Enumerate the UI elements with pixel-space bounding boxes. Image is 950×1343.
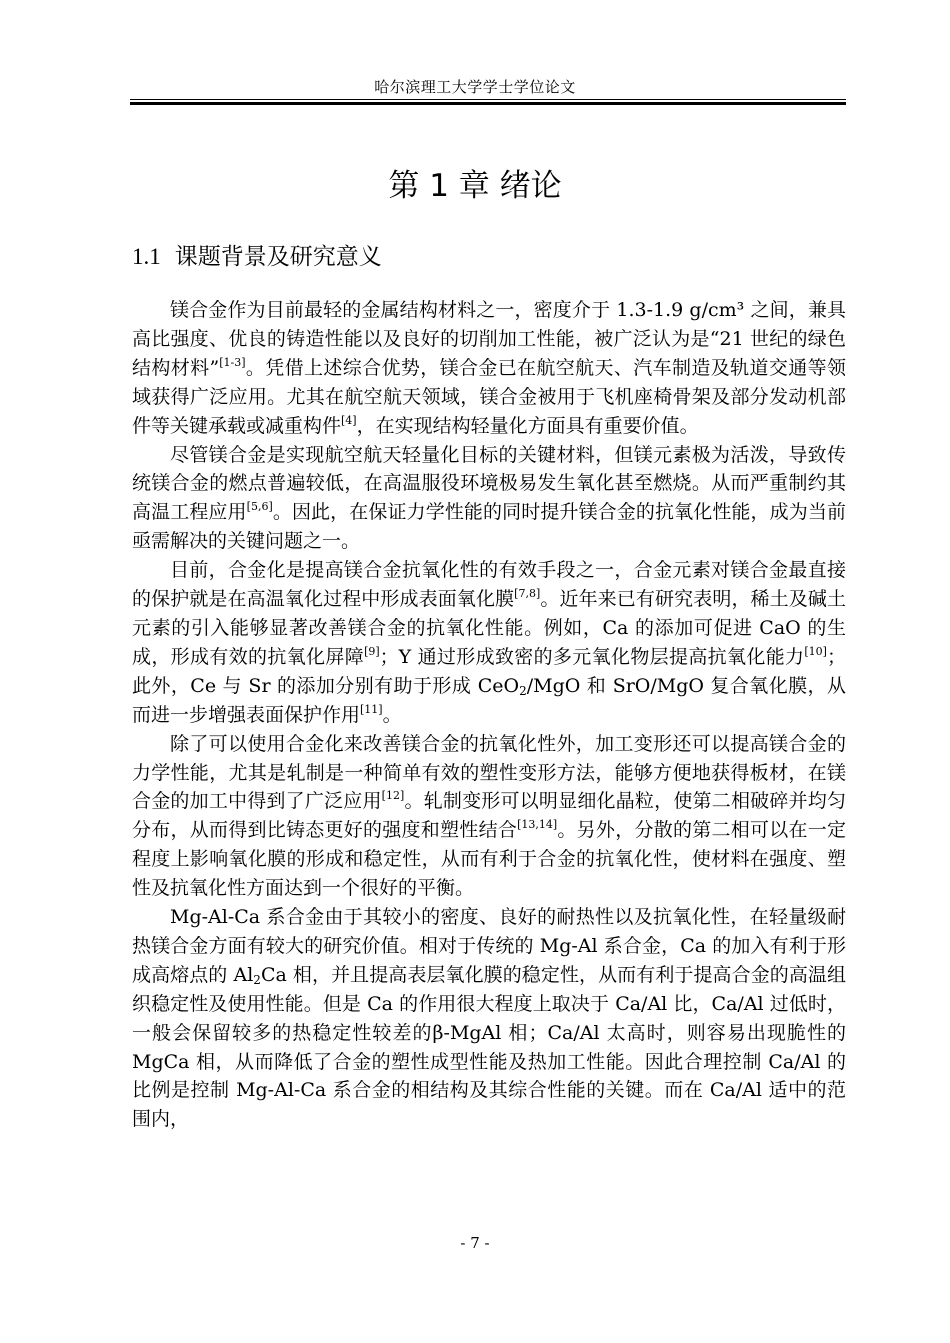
header-rule-thin — [130, 99, 846, 100]
citation: [10] — [804, 644, 827, 658]
citation: [12] — [381, 789, 405, 803]
chapter-title: 第 1 章 绪论 — [388, 168, 562, 204]
citation: [11] — [360, 702, 383, 716]
section-heading — [132, 238, 382, 271]
text-run: ；此外，Ce 与 Sr 的添加分别有助于形成 CeO — [132, 645, 846, 697]
paragraph-2 — [132, 441, 846, 557]
citation: [7,8] — [514, 587, 541, 601]
text-run: 除了可以使用合金化来改善镁合金的抗氧化性外，加工变形还可以提高镁合金的力学性能，尤其是轧制是一种简单有效的塑性变形方法，能够方便地获得板材，在镁合金的加工中得到了广泛应用 — [132, 732, 846, 813]
text-run: 。 — [382, 703, 402, 726]
text-run: Mg-Al-Ca 系合金由于其较小的密度、良好的耐热性以及抗氧化性，在轻量级耐热镁合金方面有较大的研究价值。相对于传统的 Mg-Al 系合金，Ca 的加入有利于形成高熔点的 Al — [132, 906, 846, 986]
paragraph-3 — [132, 556, 846, 729]
text-run: 。近年来已有研究表明，稀土及碱土元素的引入能够显著改善镁合金的抗氧化性能。例如，Ca 的添加可促进 CaO 的生成，形成有效的抗氧化屏障 — [132, 588, 846, 668]
paragraph-4 — [132, 730, 846, 903]
text-run: 镁合金作为目前最轻的金属结构材料之一，密度介于 1.3-1.9 g/cm³ 之间，兼具高比强度、优良的铸造性能以及良好的切削加工性能，被广泛认为是“21 世纪的绿色结构材料” — [132, 299, 846, 379]
page-number: - 7 - — [460, 1234, 490, 1252]
citation: [5,6] — [246, 500, 273, 514]
text-run: 。凭借上述综合优势，镁合金已在航空航天、汽车制造及轨道交通等领域获得广泛应用。尤其在航空航天领域，镁合金被用于飞机座椅骨架及部分发动机部件等关键承载或减重构件 — [132, 356, 846, 437]
body-text — [132, 296, 846, 1134]
text-run: 目前，合金化是提高镁合金抗氧化性的有效手段之一，合金元素对镁合金最直接的保护就是在高温氧化过程中形成表面氧化膜 — [132, 559, 846, 611]
text-run: 尽管镁合金是实现航空航天轻量化目标的关键材料，但镁元素极为活泼，导致传统镁合金的燃点普遍较低，在高温服役环境极易发生氧化甚至燃烧。从而严重制约其高温工程应用 — [132, 443, 846, 524]
text-run: Ca 相，并且提高表层氧化膜的稳定性，从而有利于提高合金的高温组织稳定性及使用性能。但是 Ca 的作用很大程度上取决于 Ca/Al 比，Ca/Al 过低时，一般会保留较多的热稳定性较差的β-MgAl 相；Ca/Al 太高时，则容易出现脆性的 MgCa 相，从而降低了合金的塑性成型性能及热加工性能。因此合理控制 Ca/Al 的比例是控制 Mg-Al-Ca 系合金的相结构及其综合性能的关键。而在 Ca/Al 适中的范围内， — [132, 963, 846, 1131]
text-run: 。轧制变形可以明显细化晶粒，使第二相破碎并均匀分布，从而得到比铸态更好的强度和塑性结合 — [132, 790, 846, 842]
text-run: /MgO 和 SrO/MgO 复合氧化膜，从而进一步增强表面保护作用 — [132, 674, 846, 726]
text-run: 。因此，在保证力学性能的同时提升镁合金的抗氧化性能，成为当前亟需解决的关键问题之一。 — [132, 501, 846, 553]
citation: [9] — [364, 644, 380, 658]
subscript: 2 — [253, 972, 261, 987]
text-run: ，在实现结构轻量化方面具有重要价值。 — [356, 414, 699, 437]
citation: [1-3] — [219, 355, 246, 369]
citation: [13,14] — [517, 818, 558, 832]
section-number: 1.1 — [132, 244, 161, 269]
paragraph-1 — [132, 296, 846, 441]
section-title: 课题背景及研究意义 — [174, 244, 382, 270]
text-run: ；Y 通过形成致密的多元氧化物层提高抗氧化能力 — [379, 645, 805, 668]
running-header: 哈尔滨理工大学学士学位论文 — [374, 78, 576, 96]
text-run: 。另外，分散的第二相可以在一定程度上影响氧化膜的形成和稳定性，从而有利于合金的抗氧化性，使材料在强度、塑性及抗氧化性方面达到一个很好的平衡。 — [132, 819, 846, 900]
citation: [4] — [341, 413, 357, 427]
header-rule-thick — [130, 102, 846, 105]
subscript: 2 — [519, 683, 527, 698]
paragraph-5 — [132, 903, 846, 1134]
